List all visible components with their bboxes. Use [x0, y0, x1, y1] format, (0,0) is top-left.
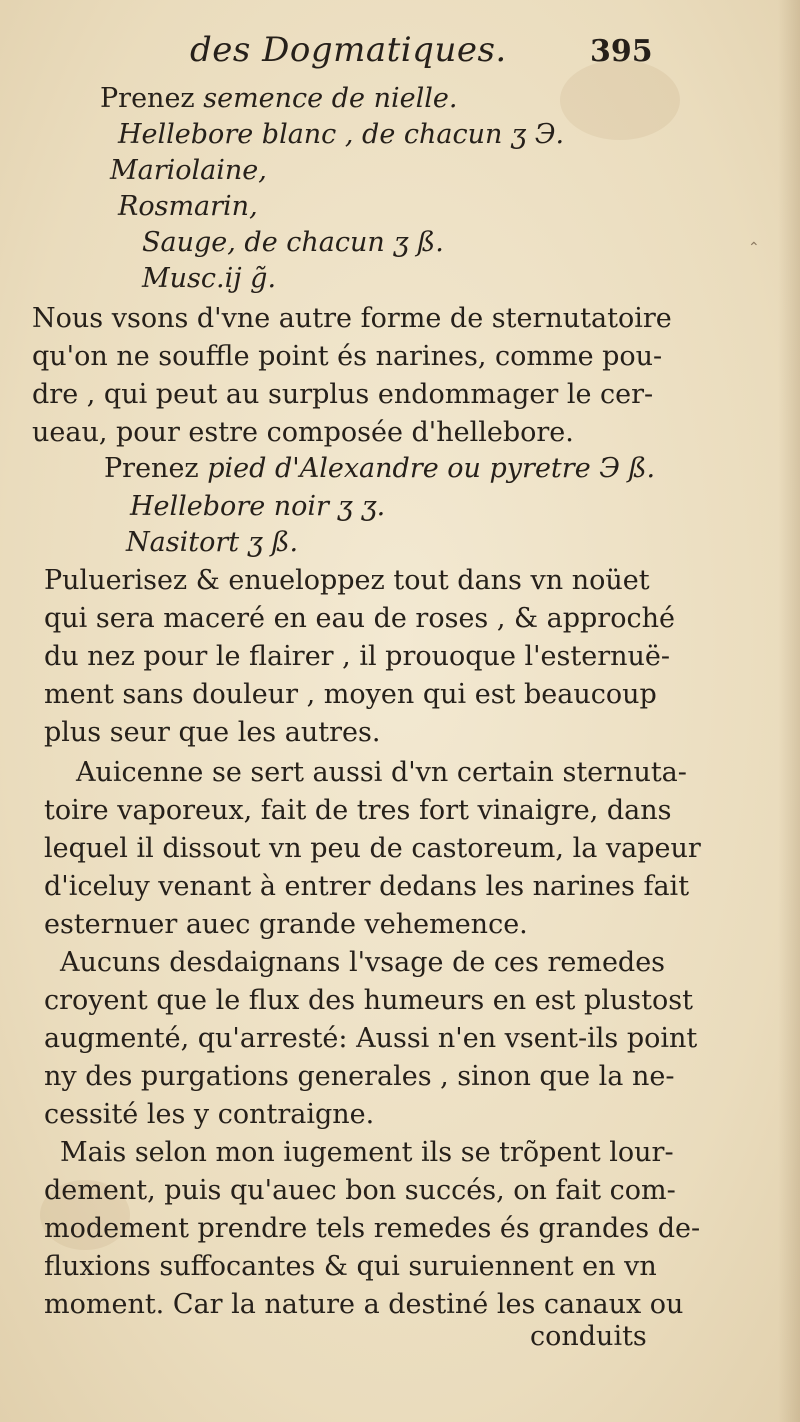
italic-text: Rosmarin,	[118, 191, 258, 222]
roman-text: toire vaporeux, fait de tres fort vinaigre, dans	[44, 795, 672, 826]
roman-text: fluxions suffocantes & qui suruiennent en vn	[44, 1251, 657, 1282]
text-line	[142, 262, 276, 296]
text-line	[44, 564, 650, 598]
italic-text: Nasitort ʒ ß.	[126, 527, 299, 558]
roman-text: plus seur que les autres.	[44, 717, 381, 748]
text-line	[118, 118, 564, 152]
text-line	[76, 756, 687, 790]
text-line	[126, 526, 298, 560]
roman-text: d'iceluy venant à entrer dedans les narines fait	[44, 871, 690, 902]
roman-text: qui sera maceré en eau de roses , & approché	[44, 603, 675, 634]
roman-text: Prenez	[100, 83, 204, 114]
roman-text: moment. Car la nature a destiné les canaux ou	[44, 1289, 684, 1320]
text-line	[142, 226, 444, 260]
text-line	[32, 416, 574, 450]
text-line	[44, 1022, 697, 1056]
italic-text: semence de nielle.	[203, 83, 458, 114]
text-line	[60, 1136, 674, 1170]
text-line	[118, 190, 258, 224]
italic-text: Mariolaine,	[110, 155, 267, 186]
roman-text: Aucuns desdaignans l'vsage de ces remedes	[60, 947, 666, 978]
italic-text: Sauge, de chacun ʒ ß.	[142, 227, 444, 258]
text-line	[44, 678, 657, 712]
roman-text: Auicenne se sert aussi d'vn certain sternuta-	[76, 757, 687, 788]
page-number: 395	[590, 34, 653, 69]
roman-text: croyent que le flux des humeurs en est plustost	[44, 985, 693, 1016]
text-line	[32, 302, 672, 336]
roman-text: qu'on ne souffle point és narines, comme pou-	[32, 341, 663, 372]
italic-text: Hellebore noir ʒ ʒ.	[130, 491, 386, 522]
text-line	[104, 452, 655, 486]
roman-text: esternuer auec grande vehemence.	[44, 909, 528, 940]
text-line	[130, 490, 385, 524]
running-title: des Dogmatiques.	[190, 30, 507, 70]
text-line	[44, 794, 672, 828]
text-line	[44, 984, 693, 1018]
text-line	[60, 946, 665, 980]
text-line	[44, 716, 380, 750]
italic-text: Hellebore blanc , de chacun ʒ Э.	[118, 119, 565, 150]
roman-text: dement, puis qu'auec bon succés, on fait com-	[44, 1175, 676, 1206]
page-header	[0, 30, 800, 80]
roman-text: ueau, pour estre composée d'hellebore.	[32, 417, 574, 448]
text-line	[44, 1174, 676, 1208]
italic-text: Musc.ij g̃.	[142, 263, 277, 294]
roman-text: Nous vsons d'vne autre forme de sternutatoire	[32, 303, 672, 334]
text-line	[44, 832, 701, 866]
text-line	[44, 908, 528, 942]
roman-text: du nez pour le flairer , il prouoque l'esternuë-	[44, 641, 671, 672]
catchword: conduits	[530, 1321, 647, 1352]
roman-text: Puluerisez & enueloppez tout dans vn noüet	[44, 565, 650, 596]
text-line	[44, 1212, 700, 1246]
text-line	[44, 870, 689, 904]
text-line	[44, 602, 675, 636]
roman-text: cessité les y contraigne.	[44, 1099, 375, 1130]
text-line	[44, 1060, 674, 1094]
roman-text: augmenté, qu'arresté: Aussi n'en vsent-ils point	[44, 1023, 698, 1054]
text-line	[44, 1098, 374, 1132]
roman-text: ment sans douleur , moyen qui est beaucoup	[44, 679, 657, 710]
italic-text: pied d'Alexandre ou pyretre Э ß.	[207, 453, 656, 484]
margin-mark: ⌃	[748, 240, 760, 256]
roman-text: ny des purgations generales , sinon que la ne-	[44, 1061, 675, 1092]
roman-text: Mais selon mon iugement ils se trõpent lour-	[60, 1137, 674, 1168]
text-line	[110, 154, 267, 188]
roman-text: dre , qui peut au surplus endommager le cer-	[32, 379, 654, 410]
roman-text: Prenez	[104, 453, 208, 484]
page-edge-shadow	[778, 0, 800, 1422]
roman-text: modement prendre tels remedes és grandes de-	[44, 1213, 701, 1244]
text-line	[44, 640, 670, 674]
text-line	[32, 340, 662, 374]
text-line	[100, 82, 457, 116]
text-line	[44, 1288, 683, 1322]
text-line	[44, 1250, 657, 1284]
roman-text: lequel il dissout vn peu de castoreum, la vapeur	[44, 833, 701, 864]
text-line	[32, 378, 653, 412]
